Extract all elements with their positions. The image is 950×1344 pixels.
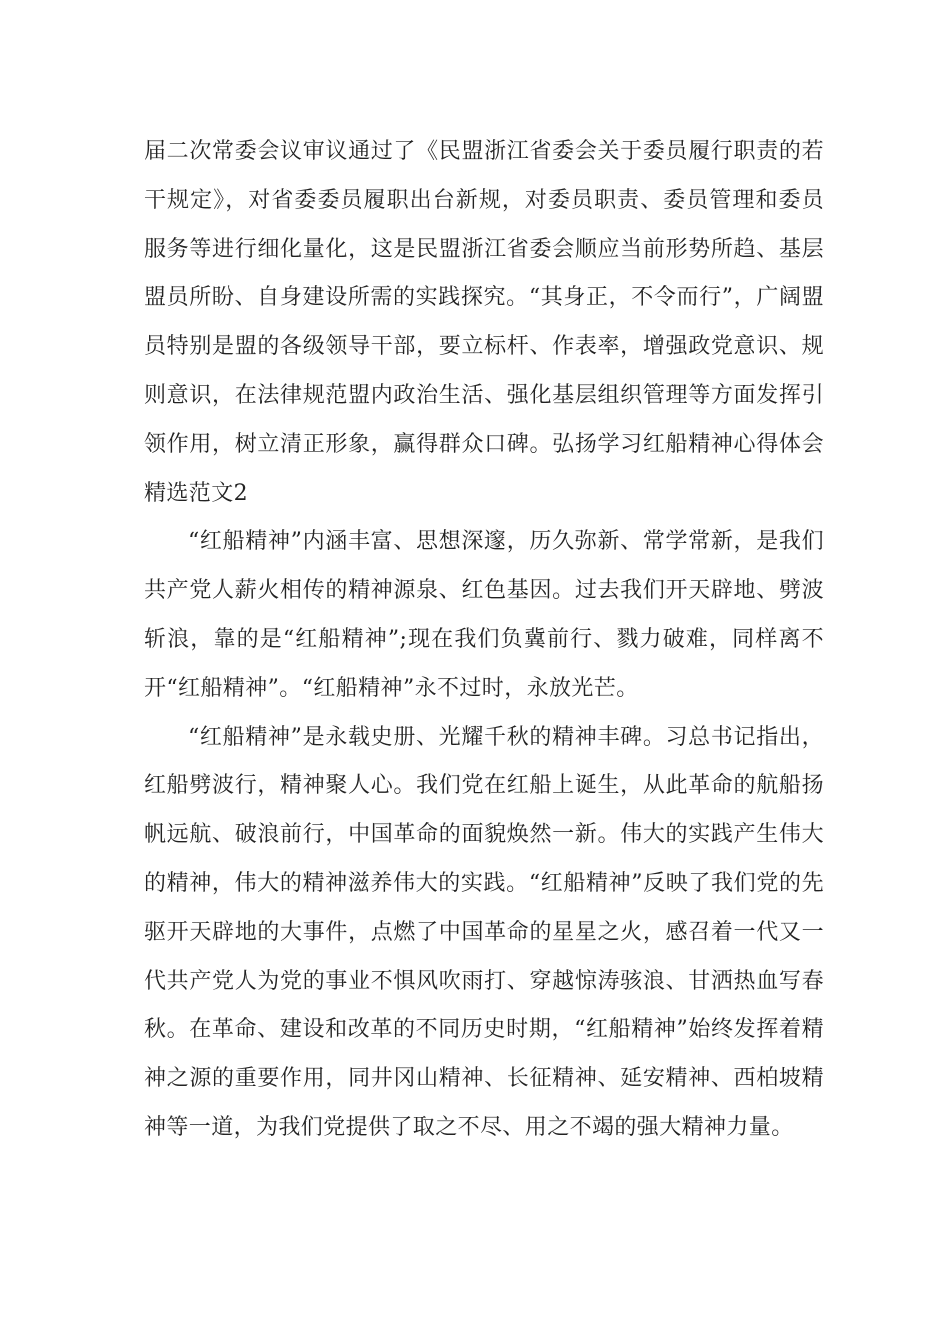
document-body xyxy=(144,128,824,1153)
paragraph: “红船精神”内涵丰富、思想深邃，历久弥新、常学常新，是我们共产党人薪火相传的精神源泉、红色基因。过去我们开天辟地、劈波斩浪，靠的是“红船精神”;现在我们负冀前行、戮力破难，同样离不开“红船精神”。“红船精神”永不过时，永放光芒。 xyxy=(144,529,824,701)
paragraph-continued: 届二次常委会议审议通过了《民盟浙江省委会关于委员履行职责的若干规定》，对省委委员履职出台新规，对委员职责、委员管理和委员服务等进行细化量化，这是民盟浙江省委会顺应当前形势所趋、基层盟员所盼、自身建设所需的实践探究。“其身正，不令而行”，广阔盟员特别是盟的各级领导干部，要立标杆、作表率，增强政党意识、规则意识，在法律规范盟内政治生活、强化基层组织管理等方面发挥引领作用，树立清正形象，赢得群众口碑。弘扬学习红船精神心得体会精选范文2 xyxy=(144,139,824,506)
paragraph: “红船精神”是永载史册、光耀千秋的精神丰碑。习总书记指出，红船劈波行，精神聚人心。我们党在红船上诞生，从此革命的航船扬帆远航、破浪前行，中国革命的面貌焕然一新。伟大的实践产生伟大的精神，伟大的精神滋养伟大的实践。“红船精神”反映了我们党的先驱开天辟地的大事件，点燃了中国革命的星星之火，感召着一代又一代共产党人为党的事业不惧风吹雨打、穿越惊涛骇浪、甘洒热血写春秋。在革命、建设和改革的不同历史时期，“红船精神”始终发挥着精神之源的重要作用，同井冈山精神、长征精神、延安精神、西柏坡精神等一道，为我们党提供了取之不尽、用之不竭的强大精神力量。 xyxy=(144,724,824,1140)
